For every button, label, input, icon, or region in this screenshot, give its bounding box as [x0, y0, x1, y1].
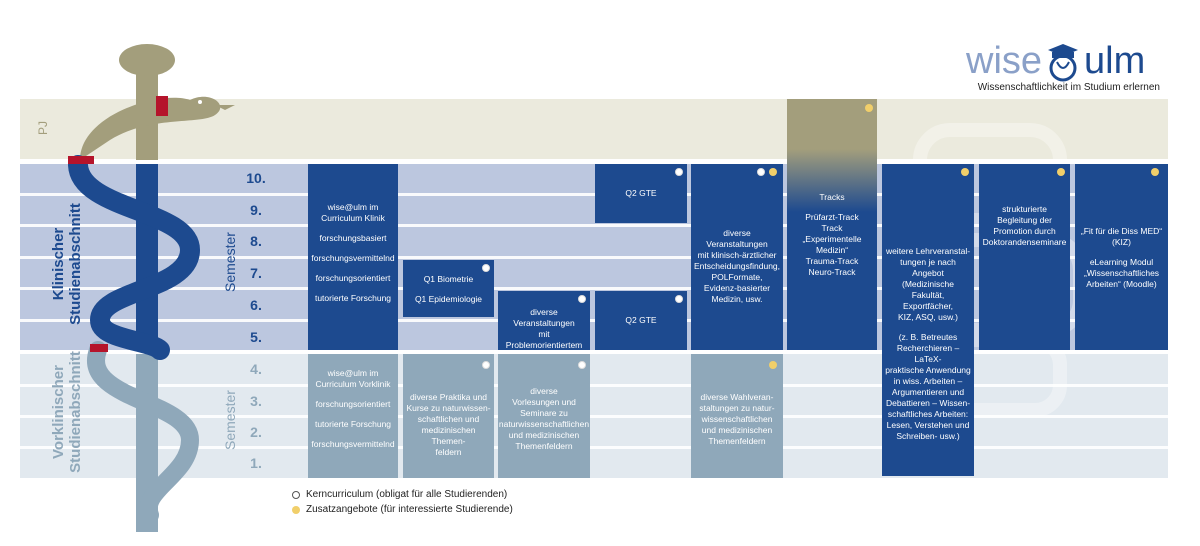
box-line: Kurse zu naturwissen-: [406, 403, 491, 413]
core-curriculum-dot: [578, 361, 586, 369]
semester-label-preclinical: Semester: [222, 390, 238, 450]
semester-number: 8.: [250, 233, 262, 249]
box-line: (KIZ): [1112, 237, 1131, 247]
box-line: Curriculum Klinik: [321, 213, 385, 223]
box-wise-klinik: [308, 164, 398, 350]
box-line: (Medizinische Fakultät,: [902, 279, 954, 300]
box-line: tutorierte Forschung: [314, 419, 392, 429]
semester-number: 5.: [250, 329, 262, 345]
box-line: schaftliches Arbeiten:: [887, 409, 969, 419]
box-line: mit Problemorientiertem: [505, 329, 583, 350]
box-line: naturwissenschaftlichen: [498, 419, 590, 429]
core-curriculum-dot: [482, 361, 490, 369]
box-line: forschungsorientiert: [315, 399, 391, 409]
core-curriculum-dot: [675, 295, 683, 303]
box-line: Debattieren – Wissen-: [885, 398, 971, 408]
box-wahlveranstaltungen: [691, 354, 783, 478]
box-line: Recherchieren – LaTeX-: [896, 343, 960, 364]
box-line: (z. B. Betreutes: [898, 332, 958, 342]
box-line: Begleitung der: [997, 215, 1052, 225]
box-line: weitere Lehrveranstal-: [885, 246, 971, 256]
box-line: POLFormate,: [711, 272, 763, 282]
legend-core: [292, 489, 507, 500]
box-praktika: [403, 354, 494, 478]
box-line: feldern: [435, 447, 462, 457]
box-q2-gte-bottom: [595, 291, 687, 350]
semester-number: 2.: [250, 424, 262, 440]
logo-tagline: Wissenschaftlichkeit im Studium erlernen: [977, 82, 1160, 93]
box-line: diverse Wahlveran-: [700, 392, 774, 402]
semester-label-clinical: Semester: [222, 232, 238, 292]
box-promotion: [979, 164, 1070, 350]
semester-number: 4.: [250, 361, 262, 377]
box-line: mit klinisch-ärztlicher: [697, 250, 777, 260]
box-line: KIZ, ASQ, usw.): [898, 312, 958, 322]
box-tracks: [787, 186, 877, 306]
semester-number: 1.: [250, 455, 262, 471]
box-line: praktische Anwendung: [885, 365, 971, 375]
box-wise-vorklinik: [308, 354, 398, 478]
box-line: diverse Veranstaltungen: [706, 228, 768, 249]
extra-offer-dot: [769, 361, 777, 369]
extra-offer-dot: [1057, 168, 1065, 176]
extra-offer-dot: [961, 168, 969, 176]
box-line: Q2 GTE: [625, 315, 657, 325]
box-line: forschungsorientiert: [315, 273, 391, 283]
box-line: und medizinischen: [701, 425, 773, 435]
semester-number: 3.: [250, 393, 262, 409]
semester-number: 6.: [250, 297, 262, 313]
box-line: Promotion durch: [993, 226, 1056, 236]
box-vorlesungen: [498, 354, 590, 478]
box-line: Entscheidungsfindung,: [694, 261, 781, 271]
box-line: Prüfarzt-Track: [805, 212, 859, 222]
box-line: Vorlesungen und: [512, 397, 576, 407]
box-line: Curriculum Vorklinik: [315, 379, 391, 389]
box-line: Lesen, Verstehen und: [886, 420, 970, 430]
box-line: staltungen zu natur-: [699, 403, 775, 413]
semester-number: 9.: [250, 202, 262, 218]
box-line: Doktorandenseminare: [982, 237, 1067, 247]
box-line: diverse Praktika und: [409, 392, 487, 402]
box-pol: [498, 291, 590, 350]
box-diss: [1075, 164, 1168, 350]
box-line: Trauma-Track: [805, 256, 859, 266]
box-line: Argumentieren und: [891, 387, 965, 397]
extra-offer-dot: [292, 506, 300, 514]
box-line: in wiss. Arbeiten –: [893, 376, 963, 386]
box-line: „Wissenschaftliches: [1083, 268, 1160, 278]
box-q1: [403, 260, 494, 317]
clinical-phase-label-line2: Studienabschnitt: [67, 203, 84, 325]
box-line: schaftlichen und: [417, 414, 480, 424]
box-line: strukturierte: [1002, 204, 1047, 214]
box-line: Q1 Epidemiologie: [414, 294, 483, 304]
semester-number: 7.: [250, 265, 262, 281]
clinical-phase-label-line1: Klinischer: [50, 227, 67, 301]
extra-offer-dot: [1151, 168, 1159, 176]
legend-extra: [292, 504, 513, 515]
preclinical-phase-label-line1: Vorklinischer: [50, 365, 67, 459]
logo-text-left: wise: [966, 40, 1043, 82]
box-line: Evidenz-basierter: [703, 283, 771, 293]
box-line: Arbeiten“ (Moodle): [1086, 279, 1157, 289]
box-line: wise@ulm im: [327, 368, 379, 378]
box-line: Medizin, usw.: [711, 294, 763, 304]
legend-extra-label: Zusatzangebote (für interessierte Studierende): [306, 504, 513, 515]
box-line: medizinischen Themen-: [421, 425, 476, 446]
box-line: Track „Experimentelle: [802, 223, 862, 244]
box-q2-gte-top: [595, 164, 687, 223]
box-line: Medizin“: [815, 245, 849, 255]
graduation-cap-icon: [1044, 42, 1082, 80]
box-lehrangebot: [882, 164, 974, 476]
box-line: tungen je nach Angebot: [900, 257, 956, 278]
extra-offer-dot: [769, 168, 777, 176]
preclinical-phase-label: [50, 342, 86, 482]
legend-core-label: Kerncurriculum (obligat für alle Studierenden): [306, 489, 508, 500]
box-line: „Fit für die Diss MED“: [1080, 226, 1163, 236]
logo-text-right: ulm: [1084, 40, 1146, 82]
box-line: Tracks: [819, 192, 845, 202]
box-line: forschungsvermittelnd: [311, 253, 395, 263]
preclinical-phase-label-line2: Studienabschnitt: [67, 351, 84, 473]
box-line: Neuro-Track: [808, 267, 856, 277]
box-line: forschungsvermittelnd: [311, 439, 395, 449]
core-curriculum-dot: [292, 491, 300, 499]
box-line: tutorierte Forschung: [314, 293, 392, 303]
box-line: Themenfeldern: [515, 441, 573, 451]
box-line: Schreiben- usw.): [896, 431, 960, 441]
extra-offer-dot: [865, 104, 873, 112]
box-line: und medizinischen: [508, 430, 580, 440]
box-line: Q1 Biometrie: [423, 274, 474, 284]
box-klinik-diverse: [691, 164, 783, 350]
box-line: wise@ulm im: [327, 202, 379, 212]
box-line: eLearning Modul: [1089, 257, 1154, 267]
box-line: wissenschaftlichen: [701, 414, 773, 424]
core-curriculum-dot: [757, 168, 765, 176]
box-line: Q2 GTE: [625, 188, 657, 198]
box-line: Exportfächer,: [902, 301, 954, 311]
core-curriculum-dot: [482, 264, 490, 272]
box-line: Seminare zu: [520, 408, 568, 418]
clinical-phase-label: [50, 194, 86, 334]
wiseulm-logo: [966, 36, 1166, 80]
box-line: forschungsbasiert: [319, 233, 387, 243]
semester-number: 10.: [246, 170, 266, 186]
box-line: diverse: [530, 386, 558, 396]
pj-label: PJ: [36, 121, 50, 136]
box-line: diverse Veranstaltungen: [513, 307, 575, 328]
core-curriculum-dot: [675, 168, 683, 176]
core-curriculum-dot: [578, 295, 586, 303]
box-line: Themenfeldern: [708, 436, 766, 446]
